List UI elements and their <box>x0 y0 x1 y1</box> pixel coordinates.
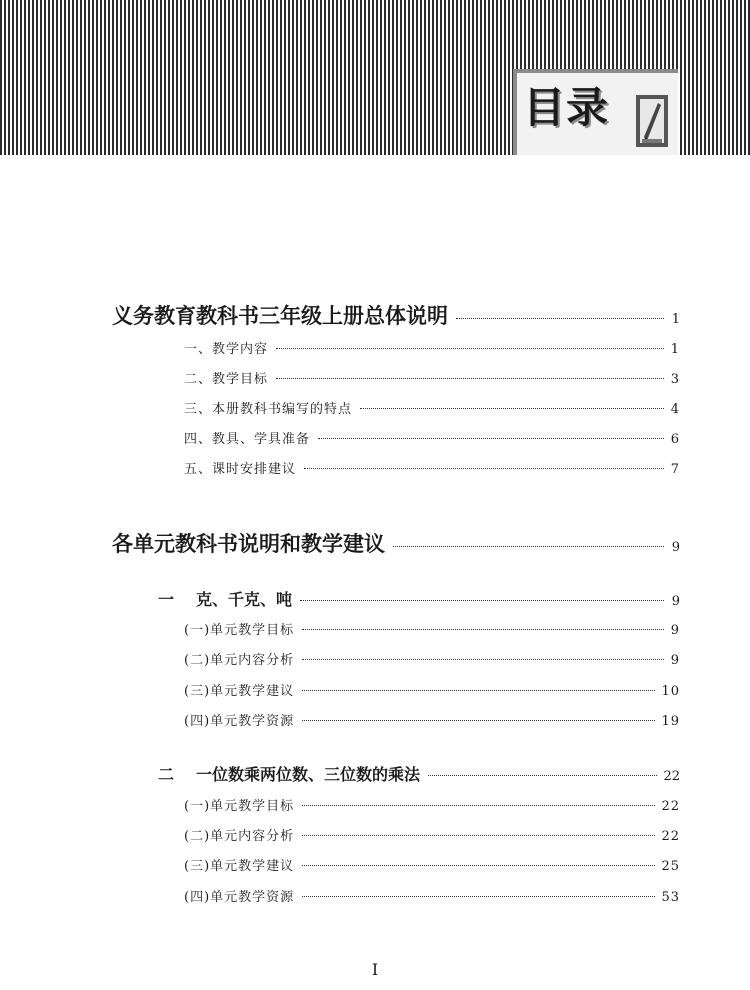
toc-item-label: (三)单元教学建议 <box>184 684 295 699</box>
toc-item-label: (一)单元教学目标 <box>184 623 295 638</box>
toc-unit-page: 22 <box>663 769 680 784</box>
toc-item[interactable] <box>184 710 680 729</box>
toc-unit-page: 9 <box>671 594 680 609</box>
pen-icon <box>634 93 670 149</box>
dot-leader <box>304 468 664 469</box>
dot-leader <box>428 775 657 776</box>
dot-leader <box>302 896 655 897</box>
toc-item[interactable] <box>184 680 680 699</box>
dot-leader <box>302 690 655 691</box>
page-number: I <box>371 960 379 979</box>
toc-item-page: 1 <box>670 342 680 357</box>
toc-unit-2[interactable] <box>158 762 680 785</box>
toc-item-label: (四)单元教学资源 <box>184 890 295 905</box>
toc-item[interactable] <box>184 795 680 814</box>
toc-item[interactable] <box>184 458 680 477</box>
toc-item-label: (二)单元内容分析 <box>184 829 295 844</box>
toc-item-page: 6 <box>670 432 680 447</box>
toc-item-page: 3 <box>670 372 680 387</box>
toc-item-page: 53 <box>661 890 680 905</box>
toc-item-label: (三)单元教学建议 <box>184 859 295 874</box>
toc-item[interactable] <box>184 398 680 417</box>
toc-item-page: 9 <box>670 653 680 668</box>
toc-item[interactable] <box>184 825 680 844</box>
toc-item-label: (二)单元内容分析 <box>184 653 295 668</box>
toc-item-label: (四)单元教学资源 <box>184 714 295 729</box>
toc-item-page: 7 <box>670 462 680 477</box>
toc-unit-title: 克、千克、吨 <box>196 590 293 609</box>
toc-item[interactable] <box>184 368 680 387</box>
dot-leader <box>456 318 664 319</box>
toc-item-label: 四、教具、学具准备 <box>184 432 311 447</box>
toc-part-2[interactable] <box>112 528 680 558</box>
toc-part-2-title: 各单元教科书说明和教学建议 <box>112 532 385 556</box>
toc-item[interactable] <box>184 855 680 874</box>
title-box <box>513 69 678 155</box>
toc-item[interactable] <box>184 886 680 905</box>
toc-part-1-page: 1 <box>671 312 680 327</box>
toc-item-label: 三、本册教科书编写的特点 <box>184 402 353 417</box>
toc-item-page: 25 <box>661 859 680 874</box>
toc-item-page: 19 <box>661 714 680 729</box>
dot-leader <box>302 805 655 806</box>
toc-item-page: 10 <box>661 684 680 699</box>
toc-item[interactable] <box>184 338 680 357</box>
toc-part-1[interactable] <box>112 300 680 330</box>
dot-leader <box>302 720 655 721</box>
toc-item[interactable] <box>184 619 680 638</box>
toc-item-page: 22 <box>661 799 680 814</box>
toc-item-label: (一)单元教学目标 <box>184 799 295 814</box>
toc-part-2-page: 9 <box>671 540 680 555</box>
toc-item-page: 22 <box>661 829 680 844</box>
toc-item-label: 二、教学目标 <box>184 372 269 387</box>
toc-unit-1[interactable] <box>158 587 680 610</box>
dot-leader <box>302 865 655 866</box>
toc-unit-title: 一位数乘两位数、三位数的乘法 <box>196 765 421 784</box>
toc-item-page: 9 <box>670 623 680 638</box>
toc-item[interactable] <box>184 428 680 447</box>
dot-leader <box>393 546 664 547</box>
dot-leader <box>276 378 664 379</box>
toc-part-1-title: 义务教育教科书三年级上册总体说明 <box>112 304 448 328</box>
dot-leader <box>302 659 664 660</box>
dot-leader <box>302 835 655 836</box>
toc-item[interactable] <box>184 649 680 668</box>
toc-unit-number: 一 <box>158 590 175 609</box>
toc-unit-number: 二 <box>158 765 175 784</box>
toc-item-page: 4 <box>670 402 680 417</box>
toc-item-label: 一、教学内容 <box>184 342 269 357</box>
dot-leader <box>276 348 664 349</box>
dot-leader <box>318 438 664 439</box>
dot-leader <box>300 600 664 601</box>
toc-item-label: 五、课时安排建议 <box>184 462 297 477</box>
dot-leader <box>302 629 664 630</box>
page-title: 目录 <box>523 83 610 132</box>
dot-leader <box>360 408 664 409</box>
